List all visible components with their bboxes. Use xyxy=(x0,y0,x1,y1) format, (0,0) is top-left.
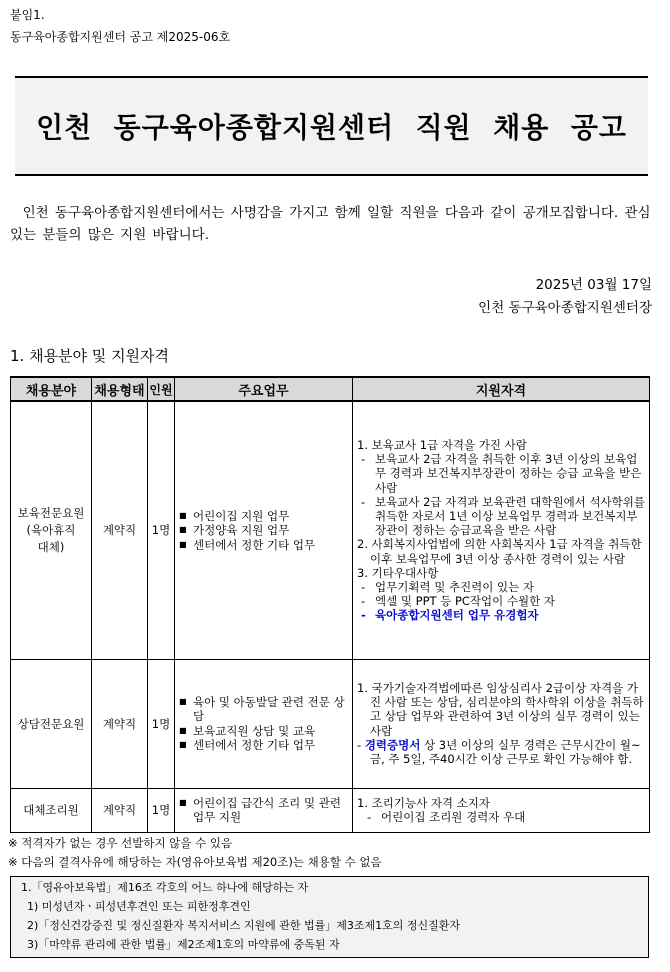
qual-subitem: - 업무기획력 및 추진력이 있는 자 xyxy=(361,579,535,594)
attachment-label: 붙임1. xyxy=(10,8,45,22)
qual-item: 3. 기타우대사항 xyxy=(357,565,439,580)
count-cell: 1명 xyxy=(148,659,175,788)
title-banner xyxy=(15,76,648,176)
qualifications-cell xyxy=(353,659,650,788)
field-cell: 대체조리원 xyxy=(11,788,92,832)
type-cell: 계약직 xyxy=(92,788,148,832)
qual-item: 1. 보육교사 1급 자격을 가진 사람 xyxy=(357,437,527,452)
cert-label: 경력증명서 xyxy=(364,737,421,752)
duty-item: ■ 어린이집 급간식 조리 및 관련 업무 지원 xyxy=(179,795,341,824)
duties-cell xyxy=(175,659,353,788)
header-qualifications: 지원자격 xyxy=(353,377,650,401)
table-row xyxy=(11,401,650,659)
table-row xyxy=(11,659,650,788)
duties-cell xyxy=(175,788,353,832)
type-cell: 계약직 xyxy=(92,659,148,788)
table-row xyxy=(11,788,650,832)
qual-subitem: - 보육교사 2급 자격과 보육관련 대학원에서 석사학위를 취득한 자로서 1년 이상 보육업무 경력과 보건복지부장관이 정하는 승급교육을 받은 사람 xyxy=(361,494,645,538)
qual-subitem: - 보육교사 2급 자격을 취득한 이후 3년 이상의 보육업무 경력과 보건복지부장관이 정하는 승급 교육을 받은 사람 xyxy=(361,452,642,495)
qual-note: - 경력증명서 상 3년 이상의 실무 경력은 근무시간이 월~금, 주 5일, 주40시간 이상 근무로 확인 가능해야 함. xyxy=(357,737,641,766)
header-type: 채용형태 xyxy=(92,377,148,401)
header-count: 인원 xyxy=(148,377,175,401)
duty-item: ■ 가정양육 지원 업무 xyxy=(179,523,290,537)
section-title: 1. 채용분야 및 지원자격 xyxy=(10,347,170,365)
duty-item: ■ 센터에서 정한 기타 업무 xyxy=(179,537,316,552)
disqualification-item: 1.「영유아보육법」제16조 각호의 어느 하나에 해당하는 자 xyxy=(21,881,309,894)
qual-subitem: - 엑셀 및 PPT 등 PC작업이 수월한 자 xyxy=(361,594,555,609)
qual-item: 1. 조리기능사 자격 소지자 xyxy=(357,795,491,810)
duty-item: ■ 보육교직원 상담 및 교육 xyxy=(179,723,316,738)
header-duties: 주요업무 xyxy=(175,377,353,401)
organization-name: 인천 동구육아종합지원센터장 xyxy=(478,300,652,316)
page-title: 인천 동구육아종합지원센터 직원 채용 공고 xyxy=(36,111,627,144)
count-cell: 1명 xyxy=(148,788,175,832)
field-cell: 보육전문요원 (육아휴직 대체) xyxy=(11,401,92,659)
note-line: ※ 적격자가 없는 경우 선발하지 않을 수 있음 xyxy=(8,836,233,850)
recruitment-table xyxy=(10,376,650,833)
intro-text: 인천 동구육아종합지원센터에서는 사명감을 가지고 함께 일할 직원을 다음과 같이 공개모집합니다. 관심 있는 분들의 많은 지원 바랍니다. xyxy=(10,205,651,243)
qual-subitem: - 어린이집 조리원 경력자 우대 xyxy=(367,810,526,824)
header-field: 채용분야 xyxy=(11,377,92,401)
duty-item: ■ 어린이집 지원 업무 xyxy=(179,508,290,523)
table-header-row xyxy=(11,377,650,401)
disqualification-item: 3)「마약류 관리에 관한 법률」제2조제1호의 마약류에 중독된 자 xyxy=(27,938,340,951)
disqualification-item: 2)「정신건강증진 및 정신질환자 복지서비스 지원에 관한 법률」제3조제1호의 정신질환자 xyxy=(27,919,461,932)
duty-item: ■ 센터에서 정한 기타 업무 xyxy=(179,738,316,752)
count-cell: 1명 xyxy=(148,401,175,659)
field-cell: 상담전문요원 xyxy=(11,659,92,788)
qual-subitem-highlight: - 육아종합지원센터 업무 유경험자 xyxy=(361,608,539,623)
duties-cell xyxy=(175,401,353,659)
qualifications-cell xyxy=(353,401,650,659)
disqualification-item: 1) 미성년자ㆍ피성년후견인 또는 피한정후견인 xyxy=(27,900,251,913)
notice-number: 동구육아종합지원센터 공고 제2025-06호 xyxy=(10,30,231,44)
intro-paragraph xyxy=(10,202,655,246)
qualifications-cell xyxy=(353,788,650,832)
duty-item: ■ 육아 및 아동발달 관련 전문 상담 xyxy=(179,694,345,723)
announcement-date: 2025년 03월 17일 xyxy=(535,277,652,293)
qual-item: 2. 사회복지사업법에 의한 사회복지사 1급 자격을 취득한 이후 보육업무에 3년 이상 종사한 경력이 있는 사람 xyxy=(357,537,642,566)
qual-item: 1. 국가기술자격법에따른 임상심리사 2급이상 자격을 가진 사람 또는 상담, 심리분야의 학사학위 이상을 취득하고 상담 업무와 관련하여 3년 이상의 실무 경력이 있는 사람 xyxy=(357,680,644,738)
note-line: ※ 다음의 결격사유에 해당하는 자(영유아보육법 제20조)는 채용할 수 없음 xyxy=(8,855,382,869)
disqualification-box xyxy=(10,876,649,958)
cert-text: 상 3년 이상의 실무 경력은 근무시간이 월~금, 주 5일, 주40시간 이상 근무로 확인 가능해야 함. xyxy=(370,737,641,766)
type-cell: 계약직 xyxy=(92,401,148,659)
